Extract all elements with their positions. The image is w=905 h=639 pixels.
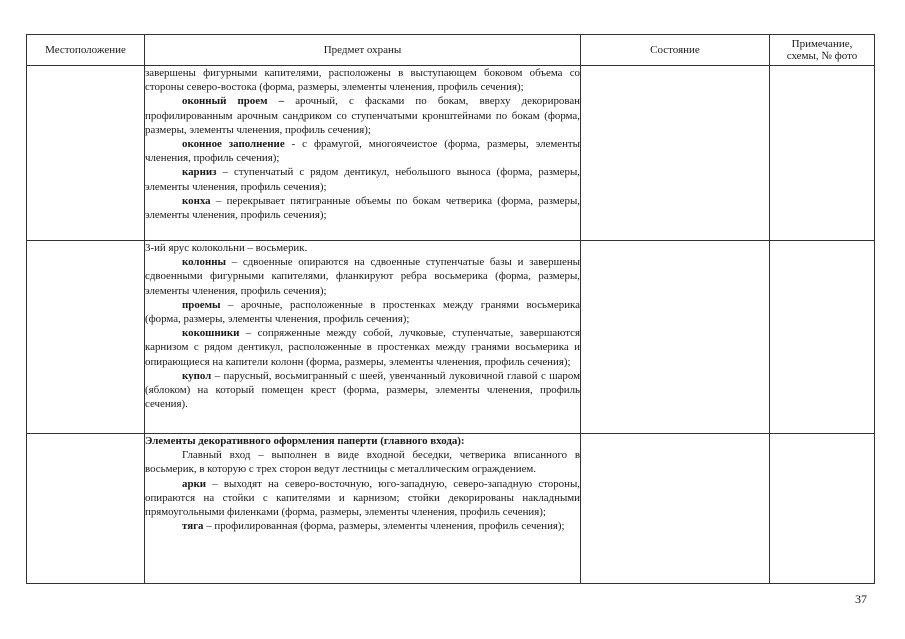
subject-paragraph <box>145 194 580 222</box>
term-description: – арочные, расположенные в простенках между гранями восьмерика (форма, размеры, элементы членения, профиль сечения); <box>145 298 580 326</box>
location-cell <box>27 66 145 241</box>
term-label: тяга <box>182 520 204 533</box>
term-label: карниз <box>182 166 217 179</box>
term-description: арочный, с фасками по бокам, вверху декорирован профилированным арочным сандриком со ступенчатыми кронштейнами по бокам (форма, размеры, элементы членения, профиль сечения); <box>145 95 580 136</box>
page-number: 37 <box>855 592 867 606</box>
term-description: 3-ий ярус колокольни – восьмерик. <box>145 242 308 254</box>
header-location: Местоположение <box>27 35 145 66</box>
term-label: купол <box>182 369 212 382</box>
term-description: - с фрамугой, многоячеистое (форма, размеры, элементы членения, профиль сечения); <box>145 138 580 165</box>
state-cell <box>581 434 770 584</box>
header-state: Состояние <box>581 35 770 66</box>
subject-paragraph <box>145 94 580 137</box>
subject-paragraph <box>145 448 580 476</box>
term-label: арки <box>182 477 207 490</box>
term-label: конха <box>182 194 211 207</box>
term-description: – выходят на северо-восточную, юго-западную, северо-западную стороны, опираются на стойки с капителями и карнизом; стойки декорированы накладными прямоугольными филенками (форма, размеры, элементы членения, профиль сечения); <box>145 477 580 519</box>
term-description: – профилированная (форма, размеры, элементы членения, профиль сечения); <box>203 520 565 533</box>
subject-paragraph <box>145 298 580 326</box>
term-label: оконный проем – <box>182 95 285 108</box>
term-description: – перекрывает пятигранные объемы по бокам четверика (форма, размеры, элементы членения, профиль сечения); <box>145 194 580 222</box>
subject-paragraph <box>145 434 580 448</box>
term-label: Элементы декоративного оформления паперти (главного входа): <box>145 435 465 447</box>
state-cell <box>581 241 770 434</box>
note-cell <box>770 434 875 584</box>
subject-cell <box>145 434 581 584</box>
term-description: – парусный, восьмигранный с шеей, увенчанный луковичной главой с шаром (яблоком) на который помещен крест (форма, размеры, элементы членения, профиль сечения). <box>145 369 580 411</box>
term-label: проемы <box>182 298 221 311</box>
header-subject: Предмет охраны <box>145 35 581 66</box>
subject-paragraph <box>145 519 580 533</box>
subject-paragraph <box>145 165 580 193</box>
header-note-text: Примечание, схемы, № фото <box>786 38 858 62</box>
state-cell <box>581 66 770 241</box>
subject-cell <box>145 241 581 434</box>
header-note <box>770 35 875 66</box>
term-description: – сдвоенные опираются на сдвоенные ступенчатые базы и завершены сдвоенными фигурными капителями, фланкируют ребра восьмерика (форма, размеры, элементы членения, профиль сечения); <box>145 256 580 297</box>
table-row <box>27 241 875 434</box>
subject-paragraph <box>145 477 580 520</box>
term-description: – сопряженные между собой, лучковые, ступенчатые, завершаются карнизом с рядом дентикул, расположенные в простенках между гранями восьмерика и опирающиеся на капители колонн (форма, размеры, элементы членения, профиль сечения); <box>145 327 580 368</box>
subject-cell <box>145 66 581 241</box>
subject-paragraph <box>145 255 580 298</box>
term-description: – ступенчатый с рядом дентикул, небольшого выноса (форма, размеры, элементы членения, профиль сечения); <box>145 166 580 193</box>
term-label: кокошники <box>182 327 240 340</box>
term-description: завершены фигурными капителями, расположены в выступающем боковом объема со стороны северо-востока (форма, размеры, элементы членения, профиль сечения); <box>145 67 580 94</box>
location-cell <box>27 434 145 584</box>
term-label: колонны <box>182 256 227 269</box>
subject-paragraph <box>145 66 580 94</box>
subject-paragraph <box>145 137 580 165</box>
table-row <box>27 434 875 584</box>
term-label: оконное заполнение <box>182 138 285 151</box>
subject-paragraph <box>145 241 580 255</box>
subject-paragraph <box>145 326 580 369</box>
note-cell <box>770 241 875 434</box>
header-row <box>27 35 875 66</box>
term-description: Главный вход – выполнен в виде входной беседки, четверика вписанного в восьмерик, в которую с трех сторон ведут лестницы с металлическим ограждением. <box>145 449 580 476</box>
protection-table <box>26 34 875 584</box>
location-cell <box>27 241 145 434</box>
subject-paragraph <box>145 369 580 412</box>
note-cell <box>770 66 875 241</box>
table-row <box>27 66 875 241</box>
